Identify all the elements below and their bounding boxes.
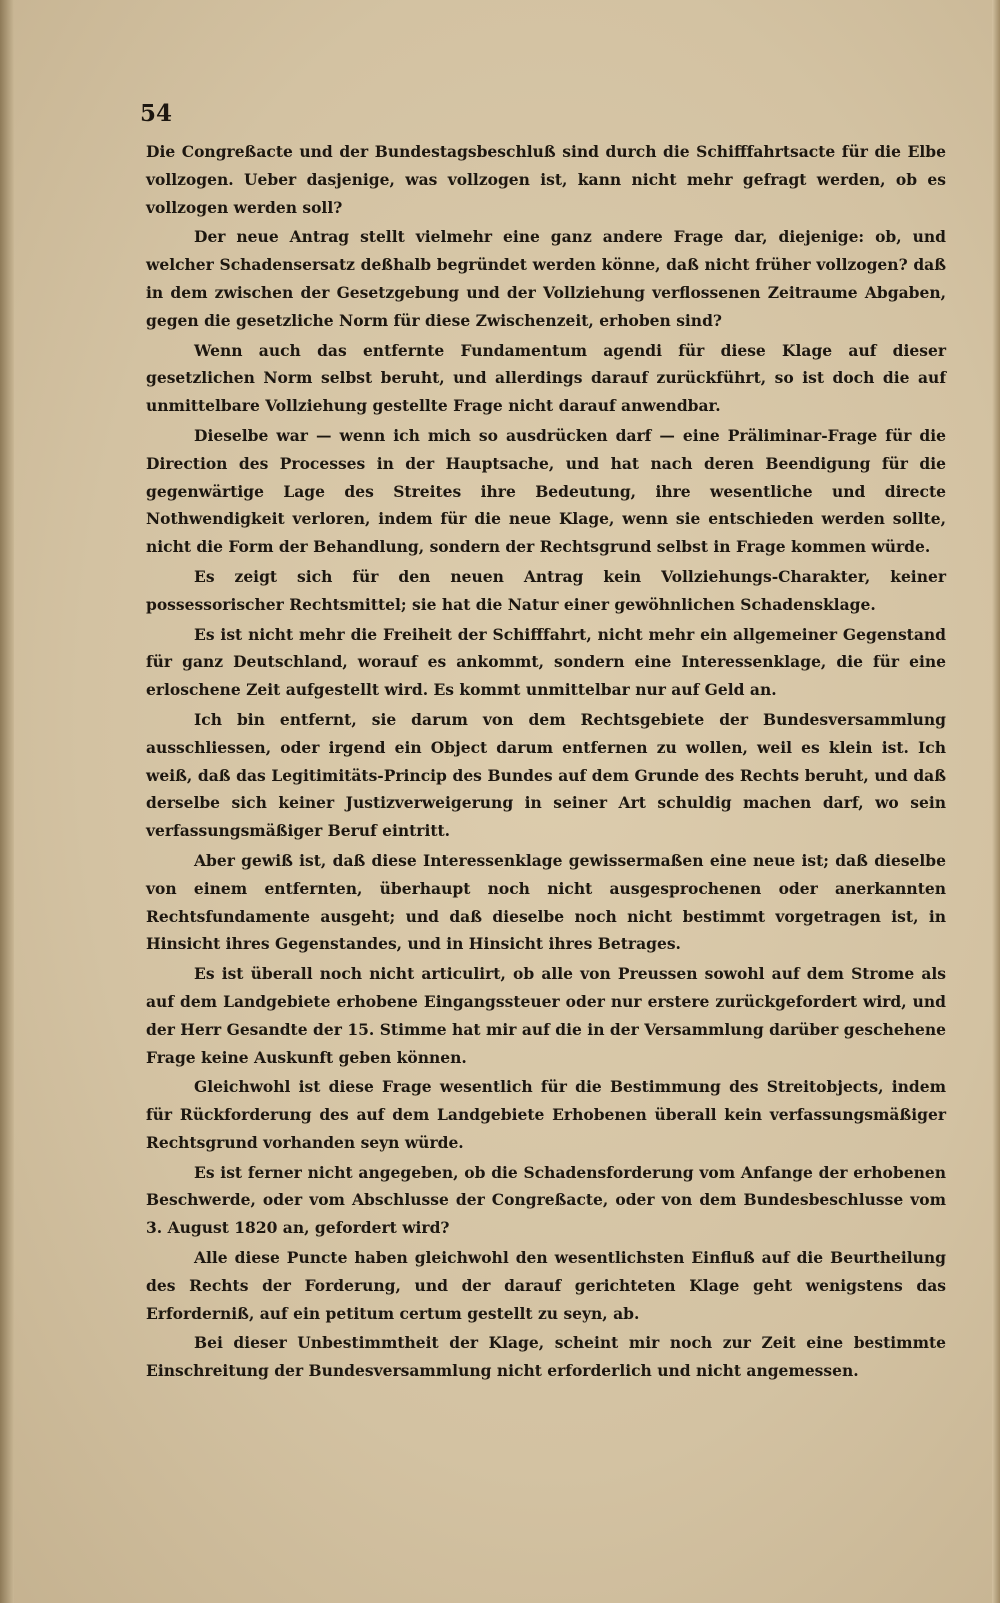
paragraph-3: Wenn auch das entfernte Fundamentum agendi für diese Klage auf dieser gesetzlichen Norm selbst beruht, und allerdings darauf zurückführt, so ist doch die auf unmittelbare Vollziehung gestellte Frage nicht darauf anwendbar.: [146, 340, 946, 416]
body-text: [146, 138, 946, 1387]
paragraph-4: Dieselbe war — wenn ich mich so ausdrücken darf — eine Präliminar-Frage für die Direction des Processes in der Hauptsache, und hat nach deren Beendigung für die gegenwärtige Lage des Streites ihre Bedeutung, ihre wesentliche und directe Nothwendigkeit verloren, indem für die neue Klage, wenn sie entschieden werden sollte, nicht die Form der Behandlung, sondern der Rechtsgrund selbst in Frage kommen würde.: [146, 425, 946, 557]
paragraph-2: Der neue Antrag stellt vielmehr eine ganz andere Frage dar, diejenige: ob, und welcher Schadensersatz deßhalb begründet werden könne, daß nicht früher vollzogen? daß in dem zwischen der Gesetzgebung und der Vollziehung verflossenen Zeitraume Abgaben, gegen die gesetzliche Norm für diese Zwischenzeit, erhoben sind?: [146, 227, 946, 330]
paragraph-6: Es ist nicht mehr die Freiheit der Schifffahrt, nicht mehr ein allgemeiner Gegenstand für ganz Deutschland, worauf es ankommt, sondern eine Interessenklage, die für eine erloschene Zeit aufgestellt wird. Es kommt unmittelbar nur auf Geld an.: [146, 624, 946, 700]
paragraph-7: Ich bin entfernt, sie darum von dem Rechtsgebiete der Bundesversammlung ausschliessen, oder irgend ein Object darum entfernen zu wollen, weil es klein ist. Ich weiß, daß das Legitimitäts-Princip des Bundes auf dem Grunde des Rechts beruht, und daß derselbe sich keiner Justizverweigerung in seiner Art schuldig machen darf, wo sein verfassungsmäßiger Beruf eintritt.: [146, 709, 946, 841]
paragraph-11: Es ist ferner nicht angegeben, ob die Schadensforderung vom Anfange der erhobenen Beschwerde, oder vom Abschlusse der Congreßacte, oder von dem Bundesbeschlusse vom 3. August 1820 an, gefordert wird?: [146, 1162, 946, 1238]
page-right-edge: [992, 0, 1000, 1603]
paragraph-1: Die Congreßacte und der Bundestagsbeschluß sind durch die Schifffahrtsacte für die Elbe vollzogen. Ueber dasjenige, was vollzogen ist, kann nicht mehr gefragt werden, ob es vollzogen werden soll?: [146, 142, 946, 217]
paragraph-9: Es ist überall noch nicht articulirt, ob alle von Preussen sowohl auf dem Strome als auf dem Landgebiete erhobene Eingangssteuer oder nur erstere zurückgefordert wird, und der Herr Gesandte der 15. Stimme hat mir auf die in der Versammlung darüber geschehene Frage keine Auskunft geben können.: [146, 964, 946, 1067]
paragraph-13: Bei dieser Unbestimmtheit der Klage, scheint mir noch zur Zeit eine bestimmte Einschreitung der Bundesversammlung nicht erforderlich und nicht angemessen.: [146, 1333, 946, 1381]
paragraph-5: Es zeigt sich für den neuen Antrag kein Vollziehungs-Charakter, keiner possessorischer Rechtsmittel; sie hat die Natur einer gewöhnlichen Schadensklage.: [146, 566, 946, 614]
paragraph-10: Gleichwohl ist diese Frage wesentlich für die Bestimmung des Streitobjects, indem für Rückforderung des auf dem Landgebiete Erhobenen überall kein verfassungsmäßiger Rechtsgrund vorhanden seyn würde.: [146, 1077, 946, 1152]
page-number: 54: [140, 100, 173, 127]
paragraph-8: Aber gewiß ist, daß diese Interessenklage gewissermaßen eine neue ist; daß dieselbe von einem entfernten, überhaupt noch nicht ausgesprochenen oder anerkannten Rechtsfundamente ausgeht; und daß dieselbe noch nicht bestimmt vorgetragen ist, in Hinsicht ihres Gegenstandes, und in Hinsicht ihres Betrages.: [146, 850, 946, 954]
paragraph-12: Alle diese Puncte haben gleichwohl den wesentlichsten Einfluß auf die Beurtheilung des Rechts der Forderung, und der darauf gerichteten Klage geht wenigstens das Erforderniß, auf ein petitum certum gestellt zu seyn, ab.: [146, 1248, 946, 1323]
page-left-edge: [0, 0, 14, 1603]
